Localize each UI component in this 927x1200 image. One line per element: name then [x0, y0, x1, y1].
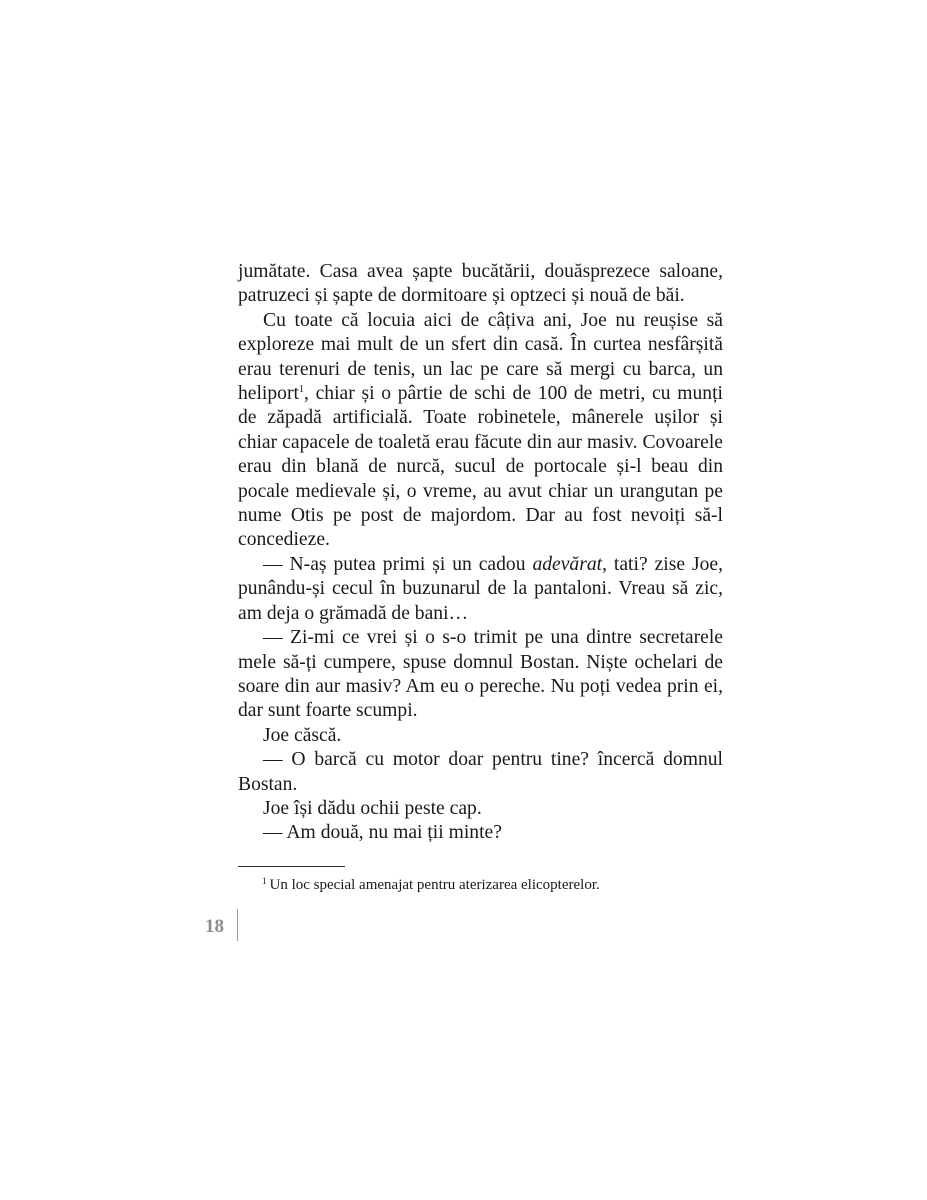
- page-number: 18: [205, 916, 224, 937]
- paragraph-text: — O barcă cu motor doar pentru tine? încercă domnul Bostan.: [238, 749, 723, 795]
- footnote-marker: 1: [262, 876, 267, 886]
- paragraph-text: jumătate. Casa avea șapte bucătării, douăsprezece saloane, patruzeci și șapte de dormitoare și optzeci și nouă de băi.: [238, 261, 723, 307]
- paragraph: [238, 260, 723, 309]
- page-number-divider: [237, 909, 238, 941]
- paragraph: [238, 309, 723, 553]
- paragraph-text: Cu toate că locuia aici de câțiva ani, Joe nu reușise să exploreze mai mult de un sfert din casă. În curtea nesfârșită erau terenuri de tenis, un lac pe care să mergi cu barca, un heliport: [238, 309, 723, 405]
- paragraph: [238, 626, 723, 724]
- paragraph: [238, 821, 723, 845]
- paragraph-text: , tati? zise Joe, punându-și cecul în buzunarul de la pantaloni. Vreau să zic, am deja o grămadă de bani…: [238, 553, 723, 624]
- body-text: [238, 260, 723, 846]
- paragraph: [238, 797, 723, 821]
- paragraph: [238, 748, 723, 797]
- emphasis-text: adevărat: [532, 553, 603, 575]
- paragraph-text: Joe își dădu ochii peste cap.: [263, 797, 482, 819]
- paragraph-text: Joe căscă.: [263, 724, 342, 746]
- footnote: [262, 875, 732, 895]
- paragraph-text: — N-aș putea primi și un cadou: [263, 553, 533, 575]
- footnote-divider: [238, 866, 345, 867]
- paragraph-text: — Zi-mi ce vrei și o s-o trimit pe una dintre secretarele mele să-ți cumpere, spuse domnul Bostan. Niște ochelari de soare din aur masiv? Am eu o pereche. Nu poți vedea prin ei, dar sunt foarte scumpi.: [238, 627, 723, 722]
- paragraph: [238, 724, 723, 748]
- paragraph: [238, 553, 723, 626]
- footnote-text: Un loc special amenajat pentru aterizarea elicopterelor.: [269, 877, 600, 893]
- paragraph-text: , chiar și o pârtie de schi de 100 de metri, cu munți de zăpadă artificială. Toate robinetele, mânerele ușilor și chiar capacele de toaletă erau făcute din aur masiv. Covoarele erau din blană de nurcă, sucul de portocale și-l beau din pocale medievale și, o vreme, au avut chiar un urangutan pe nume Otis pe post de majordom. Dar au fost nevoiți să-l concedieze.: [238, 383, 723, 551]
- footnote-reference: 1: [298, 384, 304, 396]
- paragraph-text: — Am două, nu mai ții minte?: [263, 822, 502, 844]
